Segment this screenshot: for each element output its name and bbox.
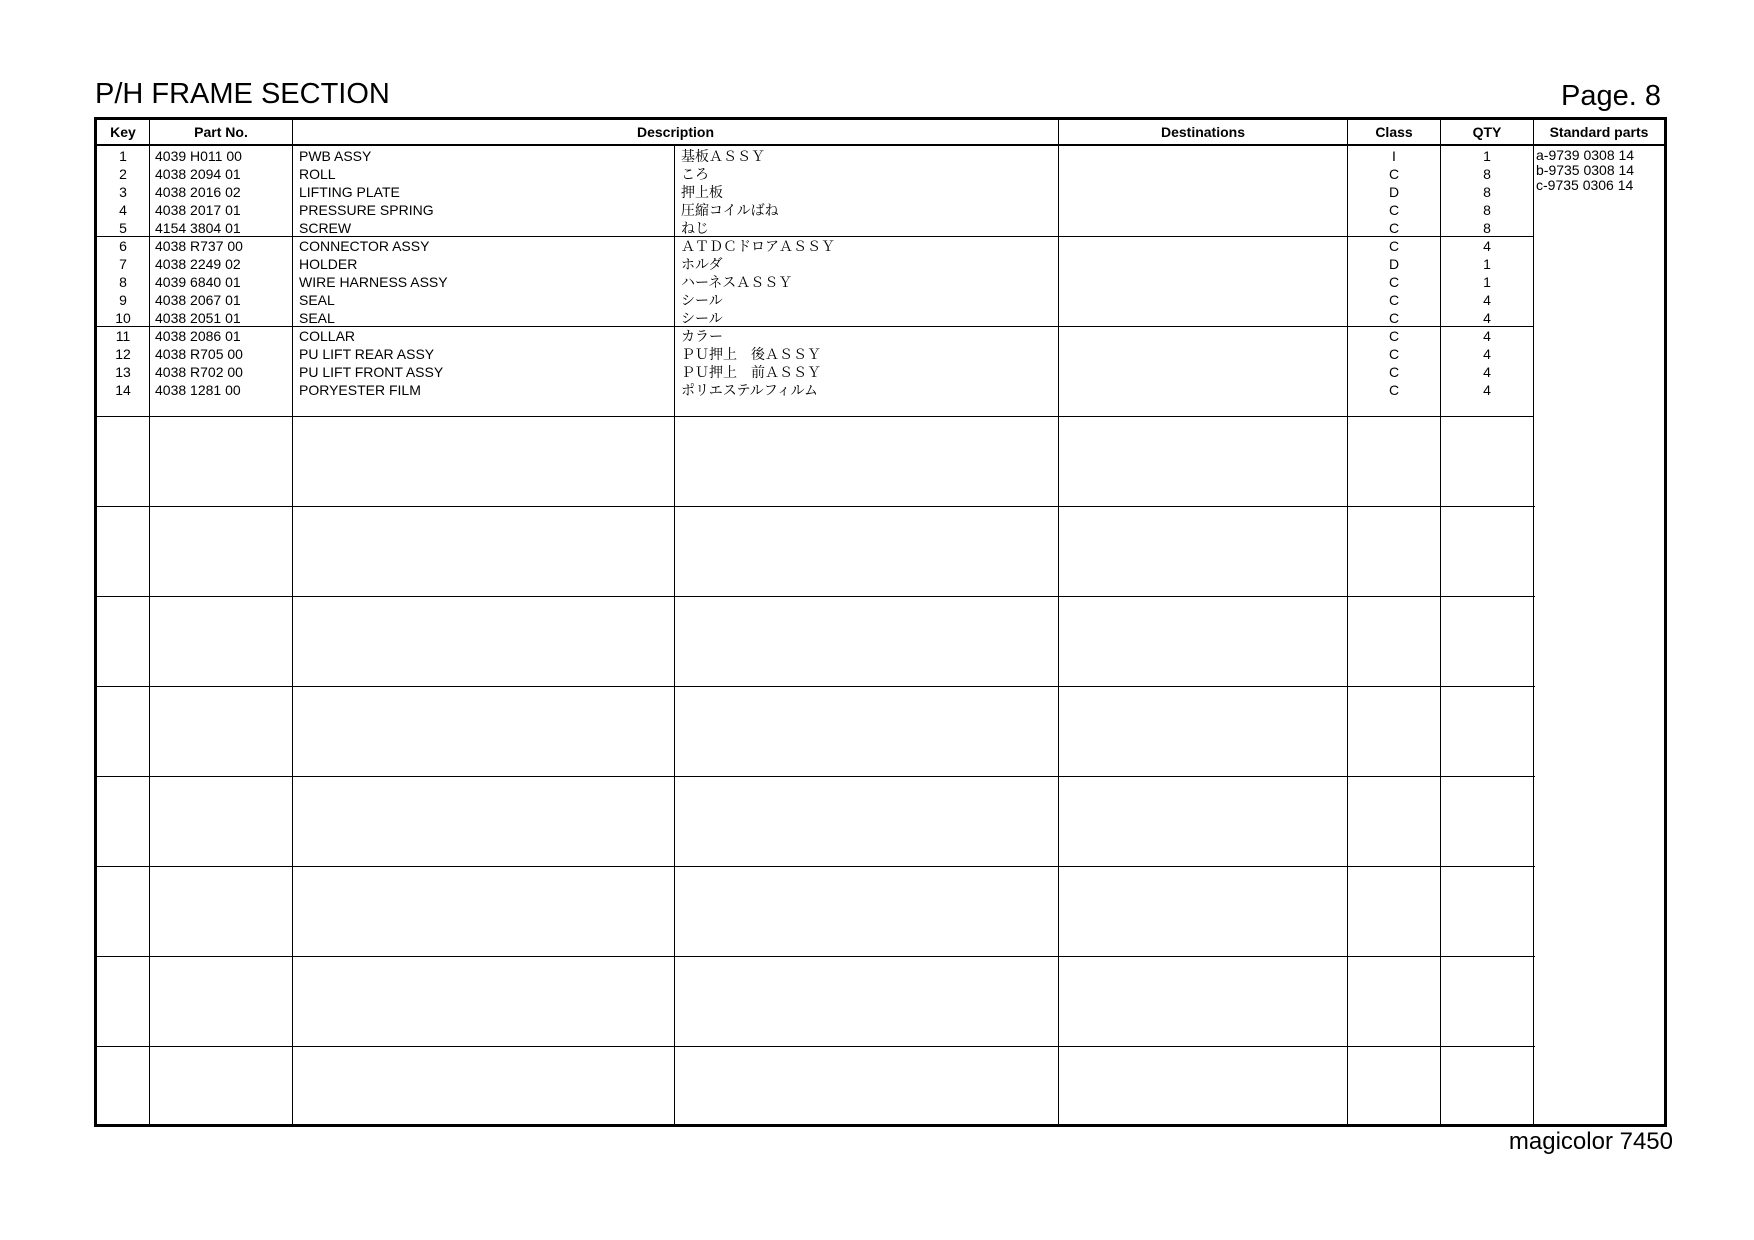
empty-row-separator: [97, 866, 1535, 867]
row-part-no: 4038 2017 01: [155, 202, 241, 218]
header-part-no: Part No.: [194, 124, 248, 140]
row-description-en: ROLL: [299, 166, 336, 182]
standard-part: a-9739 0308 14: [1536, 147, 1635, 163]
row-key: 13: [115, 364, 131, 380]
row-qty: 4: [1483, 310, 1491, 326]
row-key: 1: [119, 148, 127, 164]
row-description-en: PWB ASSY: [299, 148, 372, 164]
row-part-no: 4039 6840 01: [155, 274, 241, 290]
row-description-en: SEAL: [299, 310, 335, 326]
group-separator: [149, 416, 292, 417]
row-key: 8: [119, 274, 127, 290]
header-rule: [97, 144, 1664, 146]
row-description-jp: ホルダ: [681, 256, 723, 272]
row-qty: 1: [1483, 148, 1491, 164]
standard-part: b-9735 0308 14: [1536, 162, 1635, 178]
row-class: C: [1388, 166, 1400, 182]
header-class: Class: [1375, 124, 1413, 140]
column-divider: [292, 120, 293, 1124]
group-separator: [292, 416, 1533, 417]
row-qty: 4: [1483, 328, 1491, 344]
row-part-no: 4038 1281 00: [155, 382, 241, 398]
header-qty: QTY: [1472, 124, 1502, 140]
row-key: 11: [115, 328, 131, 344]
column-divider: [149, 120, 150, 1124]
row-part-no: 4038 R702 00: [155, 364, 243, 380]
row-class: D: [1388, 256, 1400, 272]
row-class: C: [1388, 220, 1400, 236]
row-description-en: HOLDER: [299, 256, 358, 272]
row-key: 5: [119, 220, 127, 236]
row-description-en: PRESSURE SPRING: [299, 202, 434, 218]
group-separator: [149, 326, 292, 327]
row-part-no: 4038 R737 00: [155, 238, 243, 254]
row-key: 9: [119, 292, 127, 308]
row-qty: 4: [1483, 382, 1491, 398]
row-description-jp: シール: [681, 310, 723, 326]
section-title: P/H FRAME SECTION: [95, 78, 390, 110]
row-description-jp: ＰＵ押上 前ＡＳＳＹ: [681, 364, 821, 380]
row-description-jp: ころ: [681, 166, 709, 182]
row-class: C: [1388, 346, 1400, 362]
row-description-en: CONNECTOR ASSY: [299, 238, 430, 254]
row-description-en: PORYESTER FILM: [299, 382, 421, 398]
row-description-jp: ＰＵ押上 後ＡＳＳＹ: [681, 346, 821, 362]
row-class: C: [1388, 238, 1400, 254]
header-key: Key: [110, 124, 136, 140]
row-qty: 8: [1483, 184, 1491, 200]
row-description-jp: ハーネスＡＳＳＹ: [681, 274, 793, 290]
row-description-jp: ねじ: [681, 220, 709, 236]
row-description-jp: 基板ＡＳＳＹ: [681, 148, 765, 164]
standard-parts-list: [1536, 148, 1634, 193]
row-qty: 4: [1483, 346, 1491, 362]
column-divider: [1058, 120, 1059, 1124]
row-qty: 4: [1483, 238, 1491, 254]
parts-table: [94, 117, 1667, 1127]
row-key: 3: [119, 184, 127, 200]
row-qty: 8: [1483, 202, 1491, 218]
row-qty: 1: [1483, 256, 1491, 272]
row-class: C: [1388, 328, 1400, 344]
row-description-jp: カラー: [681, 328, 723, 344]
row-class: C: [1388, 202, 1400, 218]
row-key: 12: [115, 346, 131, 362]
row-description-en: SEAL: [299, 292, 335, 308]
row-description-en: PU LIFT FRONT ASSY: [299, 364, 444, 380]
page-number: Page. 8: [1561, 80, 1661, 112]
row-class: C: [1388, 274, 1400, 290]
row-part-no: 4039 H011 00: [155, 148, 242, 164]
row-part-no: 4038 2094 01: [155, 166, 241, 182]
row-part-no: 4038 2051 01: [155, 310, 241, 326]
row-description-en: WIRE HARNESS ASSY: [299, 274, 448, 290]
empty-row-separator: [97, 776, 1535, 777]
row-description-jp: シール: [681, 292, 723, 308]
row-description-en: LIFTING PLATE: [299, 184, 400, 200]
row-description-jp: ＡＴＤＣドロアＡＳＳＹ: [681, 238, 835, 254]
row-qty: 1: [1483, 274, 1491, 290]
row-description-en: PU LIFT REAR ASSY: [299, 346, 435, 362]
header-standard-parts: Standard parts: [1549, 124, 1649, 140]
row-part-no: 4038 2249 02: [155, 256, 241, 272]
empty-row-separator: [97, 596, 1535, 597]
empty-row-separator: [97, 506, 1535, 507]
standard-part: c-9735 0306 14: [1536, 177, 1634, 193]
row-class: C: [1388, 364, 1400, 380]
row-qty: 4: [1483, 364, 1491, 380]
row-class: C: [1388, 310, 1400, 326]
row-class: C: [1388, 292, 1400, 308]
row-key: 7: [119, 256, 127, 272]
column-divider: [674, 144, 675, 1124]
row-description-jp: 押上板: [681, 184, 723, 200]
row-description-en: SCREW: [299, 220, 352, 236]
row-description-jp: ポリエステルフィルム: [681, 382, 819, 398]
group-separator: [149, 236, 292, 237]
row-key: 4: [119, 202, 127, 218]
row-part-no: 4038 R705 00: [155, 346, 243, 362]
row-part-no: 4038 2067 01: [155, 292, 241, 308]
header-description: Description: [636, 124, 714, 140]
row-description-en: COLLAR: [299, 328, 356, 344]
row-key: 10: [115, 310, 131, 326]
group-separator: [292, 326, 1533, 327]
row-key: 14: [115, 382, 131, 398]
row-part-no: 4038 2016 02: [155, 184, 241, 200]
row-class: C: [1388, 382, 1400, 398]
empty-row-separator: [97, 686, 1535, 687]
row-key: 6: [119, 238, 127, 254]
row-part-no: 4154 3804 01: [155, 220, 241, 236]
empty-row-separator: [97, 956, 1535, 957]
empty-row-separator: [97, 1046, 1535, 1047]
model-name: magicolor 7450: [1508, 1128, 1673, 1155]
row-qty: 8: [1483, 220, 1491, 236]
row-qty: 4: [1483, 292, 1491, 308]
header-destinations: Destinations: [1160, 124, 1245, 140]
row-class: I: [1392, 148, 1396, 164]
row-qty: 8: [1483, 166, 1491, 182]
row-description-jp: 圧縮コイルばね: [681, 202, 779, 218]
row-key: 2: [119, 166, 127, 182]
column-divider: [1533, 120, 1534, 1124]
group-separator: [292, 236, 1533, 237]
row-class: D: [1388, 184, 1400, 200]
row-part-no: 4038 2086 01: [155, 328, 241, 344]
